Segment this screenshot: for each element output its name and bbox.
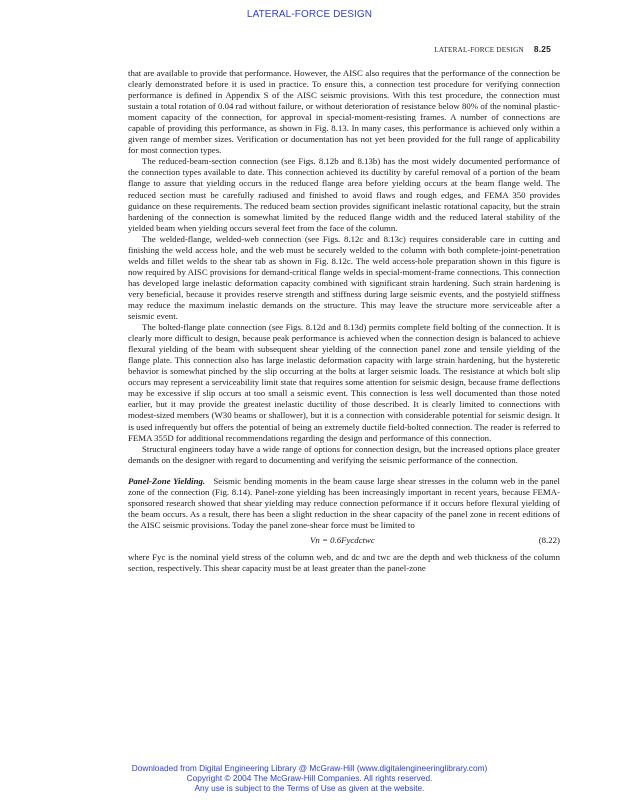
paragraph-bolted-flange: The bolted-flange plate connection (see Figs. 8.12d and 8.13d) permits complete field bolting of the connection. It is clearly more difficult to design, because peak performance is achieved when the connection design is balanced to achieve flexural yielding of the beam with subsequent shear yielding of the connection panel zone and tensile yielding of the flange plate. This connection also has large inelastic deformation capacity with large strain hardening, but the hysteretic behavior is somewhat pinched by the slip occurring at the bolts at larger seismic loads. The resistance at which bolt slip occurs may represent a serviceability limit state that requires some attention for seismic design, because frame deflections may be excessive if slip occurs at too small a seismic event. This connection is less well documented than those noted earlier, but it may provide the greatest inelastic ductility of those described. It is clearly limited to connections with modest-sized members (W30 beams or shallower), but it is a connection with considerable potential for seismic design. It is used infrequently but offers the potential of being an extremely ductile field-bolted connection. The reader is referred to FEMA 355D for additional recommendations regarding the design and performance of this connection. (128, 322, 560, 443)
equation-expression: Vn = 0.6Fycdctwc (310, 534, 375, 545)
chapter-banner: LATERAL-FORCE DESIGN (246, 9, 373, 20)
running-head (434, 44, 551, 54)
equation-number: (8.22) (538, 534, 560, 545)
footer-terms[interactable]: Any use is subject to the Terms of Use as given at the website. (194, 783, 425, 793)
body-text (128, 68, 560, 574)
download-footer (0, 763, 619, 793)
paragraph-continuation: that are available to provide that performance. However, the AISC also requires that the performance of the connection be clearly demonstrated before it is used in practice. To ensure this, a connection test procedure for verifying connection performance is defined in Appendix S of the AISC seismic provisions. With this test procedure, the connection must sustain a total rotation of 0.04 rad without failure, or without deterioration of resistance below 80% of the nominal plastic-moment capacity of the connection, for approval in special-moment-resisting frames. A number of connections are capable of providing this performance, as shown in Fig. 8.13. In many cases, this performance is achieved only within a given range of member sizes. Verification or documentation has not yet been provided for the full range of applicability for most connection types. (128, 68, 560, 156)
page-number: 8.25 (533, 44, 551, 54)
panel-zone-heading: Panel-Zone Yielding. (128, 475, 206, 486)
paragraph-closing: where Fyc is the nominal yield stress of the column web, and dc and twc are the depth and web thickness of the column section, respectively. This shear capacity must be at least greater than the panel-zone (128, 551, 560, 573)
equation-8-22 (128, 534, 560, 548)
footer-download-link[interactable]: Downloaded from Digital Engineering Library @ McGraw-Hill (www.digitalengineeringlibrary.com) (131, 763, 488, 773)
paragraph-options-summary: Structural engineers today have a wide range of options for connection design, but the increased options place greater demands on the designer with regard to documenting and verifying the seismic performance of the connection. (128, 443, 560, 465)
paragraph-reduced-beam-section: The reduced-beam-section connection (see Figs. 8.12b and 8.13b) has the most widely documented performance of the connection types available to date. This connection achieved its ductility by careful removal of a portion of the beam flange to assure that yielding occurs in the reduced flange area before yielding occurs at the beam flange weld. The reduced section must be carefully radiused and finished to avoid flaws and rough edges, and FEMA 350 provides guidance on these requirements. The reduced beam section provides significant inelastic rotational capacity, but the strain hardening of the connection is somewhat limited by the reduced flange width and the reduced lateral stability of the yielded beam when yielding occurs several feet from the face of the column. (128, 156, 560, 233)
footer-copyright: Copyright © 2004 The McGraw-Hill Companies. All rights reserved. (186, 773, 433, 783)
running-head-title: LATERAL-FORCE DESIGN (434, 46, 524, 54)
paragraph-welded-flange: The welded-flange, welded-web connection (see Figs. 8.12c and 8.13c) requires considerable care in cutting and finishing the weld access hole, and the web must be securely welded to the column with both complete-joint-penetration welds and fillet welds to the shear tab as shown in Fig. 8.12c. The weld access-hole preparation shown in this figure is now required by AISC provisions for demand-critical flange welds in special-moment-frame connections. This connection has developed large inelastic deformation capacity combined with significant strain hardening. Such strain hardening is very beneficial, because it provides reserve strength and stiffness during large seismic events, and the postyield stiffness may reduce the maximum inelastic demands on the structure. This may leave the structure more serviceable after a seismic event. (128, 233, 560, 322)
paragraph-panel-zone (128, 476, 560, 531)
panel-zone-text: Seismic bending moments in the beam cause large shear stresses in the column web in the panel zone of the connection (Fig. 8.14). Panel-zone yielding has been increasingly important in recent years, because FEMA-sponsored research showed that shear yielding may reduce connection peformance if it occurs before flexural yielding of the beam occurs. As a result, there has been a slight reduction in the shear capacity of the panel zone in recent editions of the AISC seismic provisions. Today the panel zone-shear force must be limited to (128, 475, 560, 530)
